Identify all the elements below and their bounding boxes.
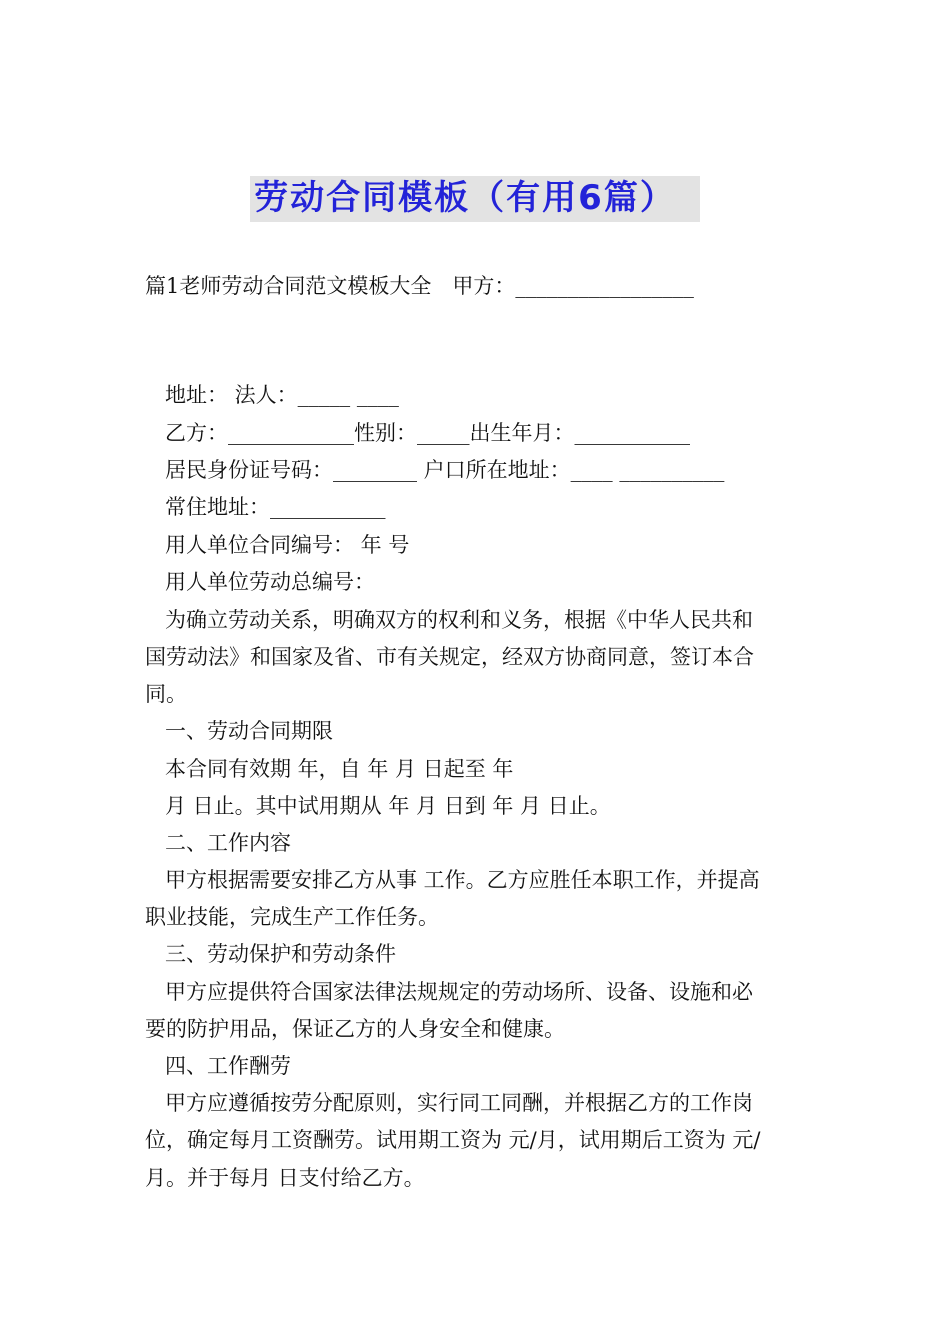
line-party-b: 乙方：____________性别：_____出生年月：___________ [165, 421, 690, 445]
heading-work: 二、工作内容 [165, 831, 291, 855]
heading-protection: 三、劳动保护和劳动条件 [165, 942, 396, 966]
line-residence: 常住地址：___________ [165, 495, 386, 519]
line-id-number: 居民身份证号码：________ 户口所在地址：____ __________ [165, 458, 725, 482]
heading-term: 一、劳动合同期限 [165, 719, 333, 743]
line-protection-1: 甲方应提供符合国家法律法规规定的劳动场所、设备、设施和必 [165, 980, 753, 1004]
title-wrap [0, 176, 950, 222]
line-intro: 篇1老师劳动合同范文模板大全 甲方：_________________ [145, 274, 694, 298]
line-contract-no: 用人单位合同编号： 年 号 [165, 533, 410, 557]
line-labor-no: 用人单位劳动总编号： [165, 570, 375, 594]
line-purpose-1: 为确立劳动关系，明确双方的权利和义务，根据《中华人民共和 [165, 608, 753, 632]
line-work-2: 职业技能，完成生产工作任务。 [145, 905, 439, 929]
line-pay-3: 月。并于每月 日支付给乙方。 [145, 1166, 425, 1190]
heading-pay: 四、工作酬劳 [165, 1054, 291, 1078]
line-purpose-2: 国劳动法》和国家及省、市有关规定，经双方协商同意，签订本合 [145, 645, 754, 669]
line-purpose-3: 同。 [145, 682, 187, 706]
line-pay-1: 甲方应遵循按劳分配原则，实行同工同酬，并根据乙方的工作岗 [165, 1091, 753, 1115]
line-pay-2: 位，确定每月工资酬劳。试用期工资为 元/月，试用期后工资为 元/ [145, 1128, 761, 1152]
line-term-1: 本合同有效期 年，自 年 月 日起至 年 [165, 757, 514, 781]
line-work-1: 甲方根据需要安排乙方从事 工作。乙方应胜任本职工作，并提高 [165, 868, 760, 892]
line-protection-2: 要的防护用品，保证乙方的人身安全和健康。 [145, 1017, 565, 1041]
document-title: 劳动合同模板（有用6篇） [250, 176, 700, 222]
line-address: 地址： 法人：_____ ____ [165, 383, 399, 407]
line-term-2: 月 日止。其中试用期从 年 月 日到 年 月 日止。 [165, 794, 611, 818]
